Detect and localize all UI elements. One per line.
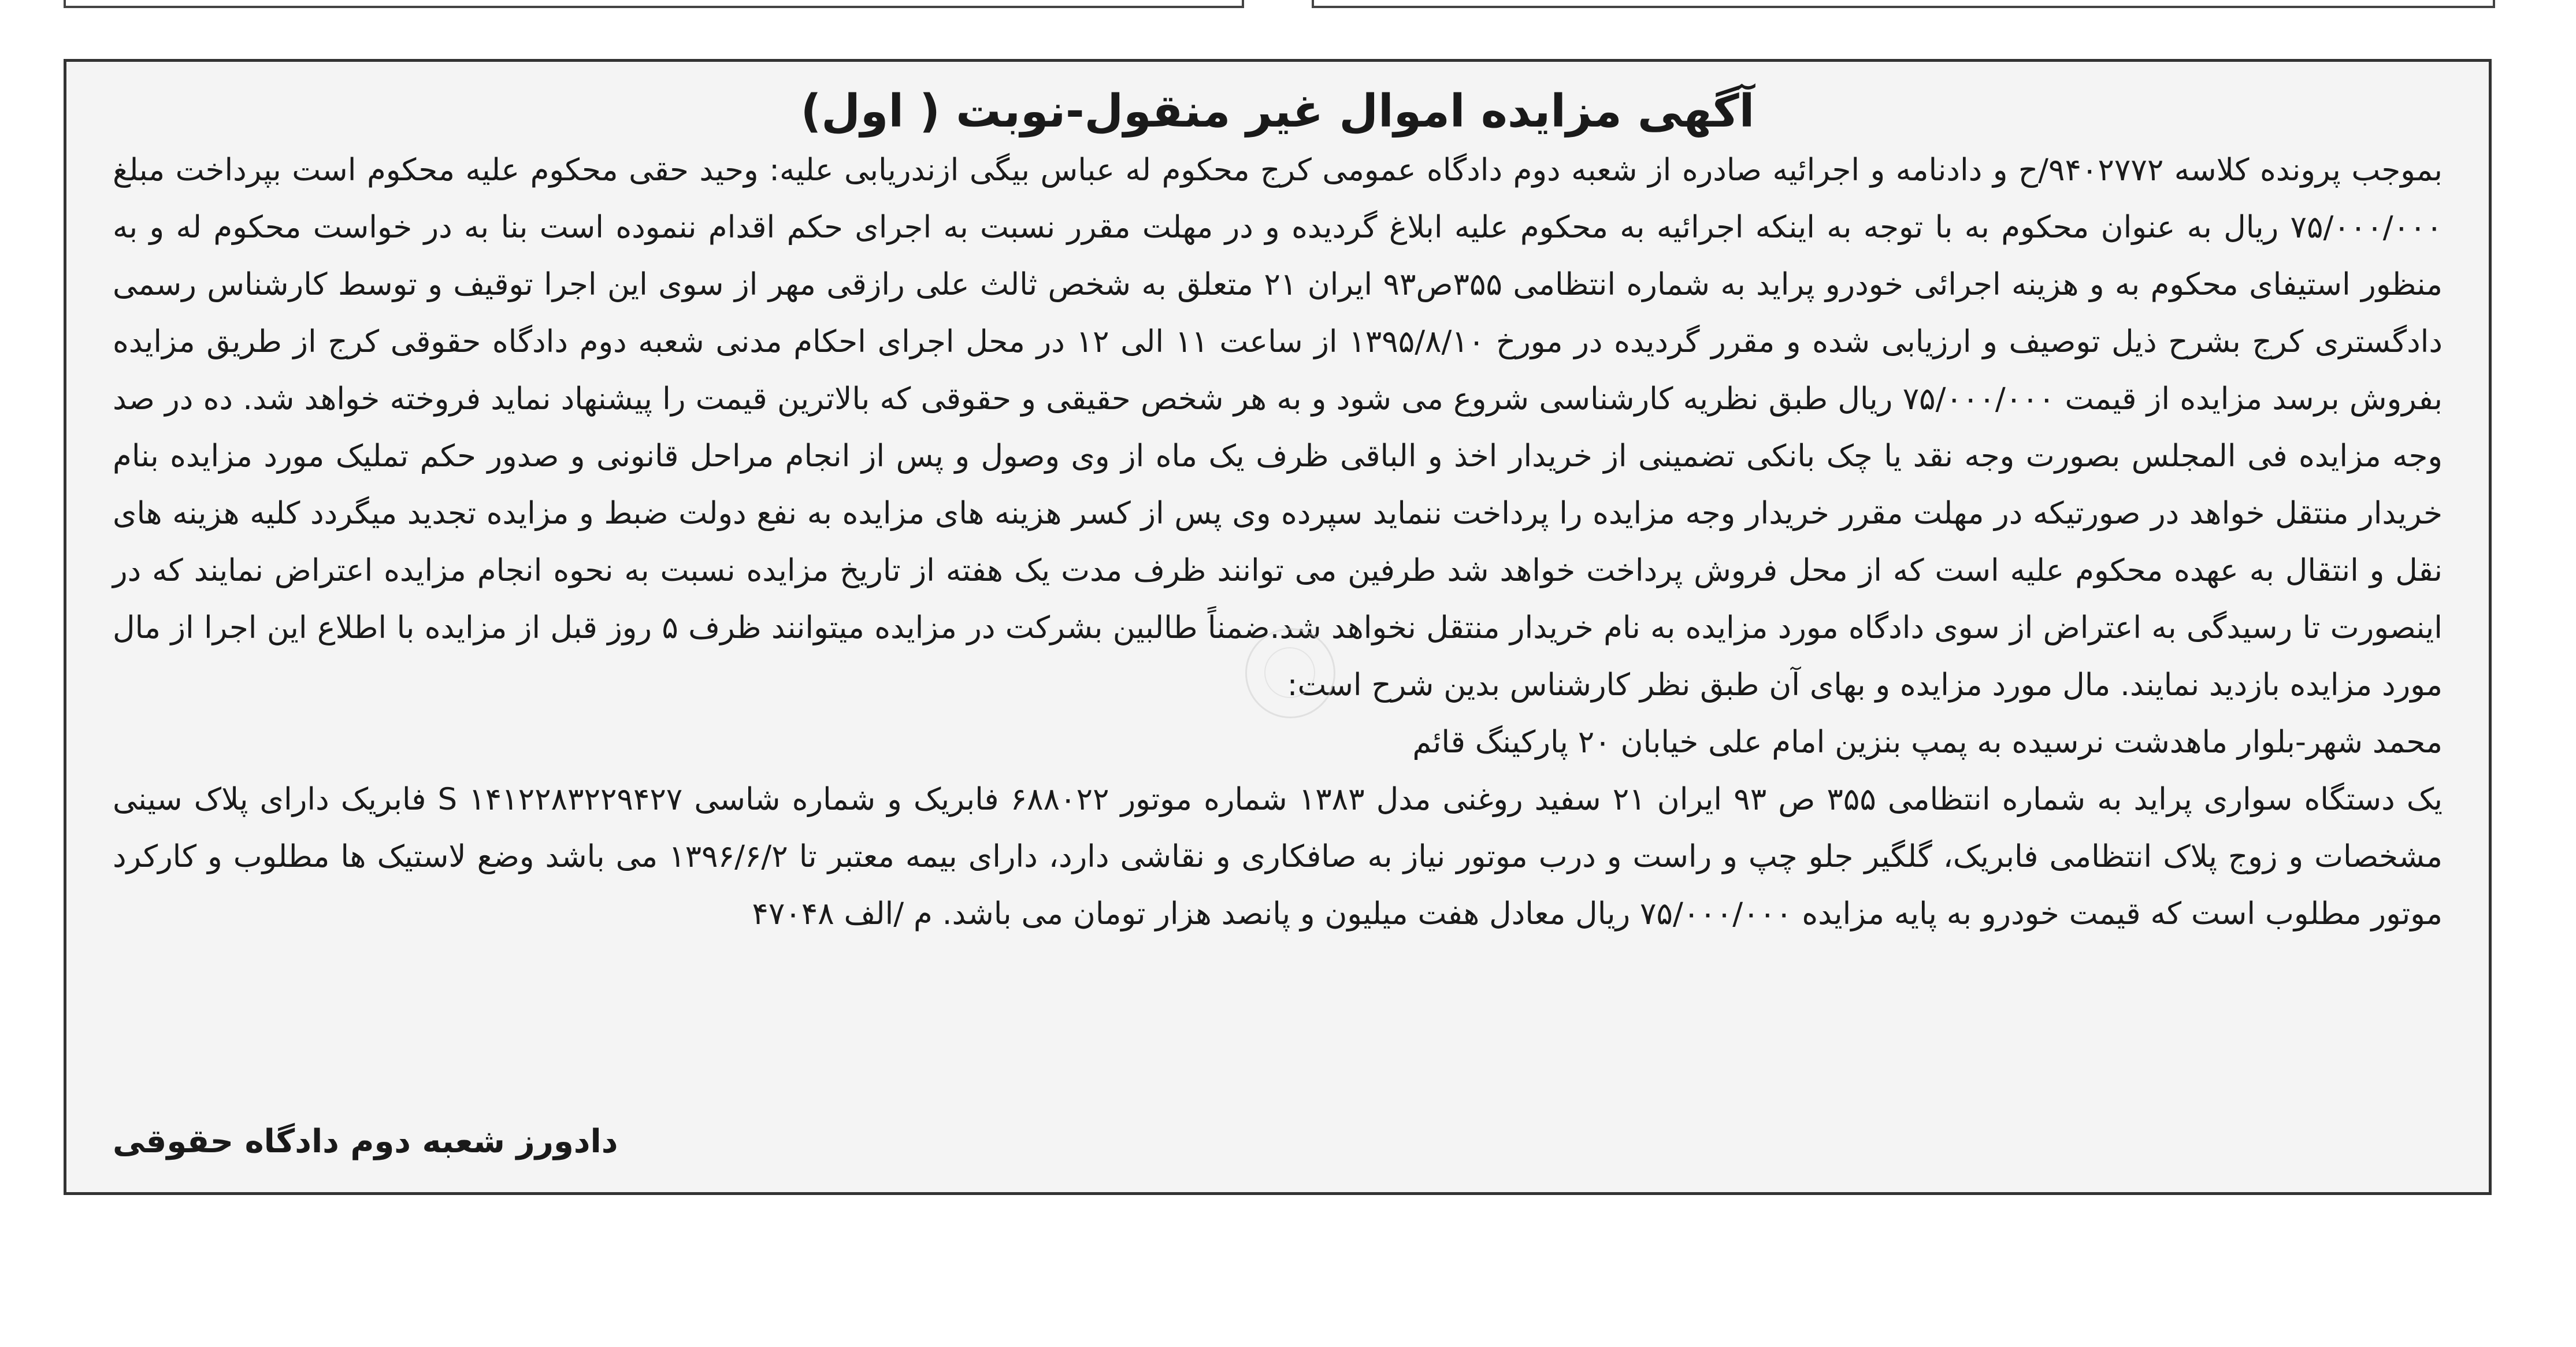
watermark-stamp-icon	[1245, 628, 1335, 718]
notice-title: آگهی مزایده اموال غیر منقول-نوبت ( اول)	[800, 86, 1755, 138]
notice-signature: دادورز شعبه دوم دادگاه حقوقی	[113, 1123, 618, 1160]
auction-notice	[64, 59, 2492, 1195]
notice-body: بموجب پرونده کلاسه ۹۴۰۲۷۷۲/ح و دادنامه و اجرائیه صادره از شعبه دوم دادگاه عمومی کرج محکوم له عباس بیگی ازندریابی علیه: وحید حقی محکوم علیه محکوم است بپرداخت مبلغ ۷۵/۰۰۰/۰۰۰ ریال به عنوان محکوم به با توجه به اینکه اجرائیه به محکوم علیه ابلاغ گردیده و در مهلت مقرر نسبت به اجرای حکم اقدام ننموده است بنا به در خواست محکوم له و به منظور استیفای محکوم به و هزینه اجرائی خودرو پراید به شماره انتظامی ۳۵۵ص۹۳ ایران ۲۱ متعلق به شخص ثالث علی رازقی مهر از سوی این اجرا توقیف و توسط کارشناس رسمی دادگستری کرج بشرح ذیل توصیف و ارزیابی شده و مقرر گردیده در مورخ ۱۳۹۵/۸/۱۰ از ساعت ۱۱ الی ۱۲ در محل اجرای احکام مدنی شعبه دوم دادگاه حقوقی کرج از طریق مزایده بفروش برسد مزایده از قیمت ۷۵/۰۰۰/۰۰۰ ریال طبق نظریه کارشناسی شروع می شود و به هر شخص حقیقی و حقوقی که بالاترین قیمت را پیشنهاد نماید فروخته خواهد شد. ده در صد وجه مزایده فی المجلس بصورت وجه نقد یا چک بانکی تضمینی از خریدار اخذ و الباقی ظرف یک ماه از وی وصول و پس از انجام مراحل قانونی و صدور حکم تملیک مورد مزایده بنام خریدار منتقل خواهد در صورتیکه در مهلت مقرر خریدار وجه مزایده را پرداخت ننماید سپرده وی پس از کسر هزینه های مزایده به نفع دولت ضبط و مزایده تجدید میگردد کلیه هزینه های نقل و انتقال به عهده محکوم علیه است که از محل فروش پرداخت خواهد شد طرفین می توانند ظرف مدت یک هفته از تاریخ مزایده نسبت به نحوه انجام مزایده اعتراض نمایند که در اینصورت تا رسیدگی به اعتراض از سوی دادگاه مورد مزایده به نام خریدار منتقل نخواهد شد.ضمناً طالبین بشرکت در مزایده میتوانند ظرف ۵ روز قبل از مزایده با اطلاع این اجرا از مال مورد مزایده بازدید نمایند. مال مورد مزایده و بهای آن طبق نظر کارشناس بدین شرح است:	[113, 153, 2443, 703]
notice-address: محمد شهر-بلوار ماهدشت نرسیده به پمپ بنزین امام علی خیابان ۲۰ پارکینگ قائم	[1412, 725, 2443, 760]
top-right-notice-box	[1312, 0, 2495, 8]
top-left-notice-box	[64, 0, 1244, 8]
notice-description: یک دستگاه سواری پراید به شماره انتظامی ۳۵۵ ص ۹۳ ایران ۲۱ سفید روغنی مدل ۱۳۸۳ شماره موتور ۶۸۸۰۲۲ فابریک و شماره شاسی S ۱۴۱۲۲۸۳۲۲۹۴۲۷ فابریک دارای پلاک سینی مشخصات و زوج پلاک انتظامی فابریک، گلگیر جلو چپ و راست و درب موتور نیاز به صافکاری و نقاشی دارد، دارای بیمه معتبر تا ۱۳۹۶/۶/۲ می باشد وضع لاستیک ها مطلوب و کارکرد موتور مطلوب است که قیمت خودرو به پایه مزایده ۷۵/۰۰۰/۰۰۰ ریال معادل هفت میلیون و پانصد هزار تومان می باشد. م /الف ۴۷۰۴۸	[113, 782, 2443, 932]
